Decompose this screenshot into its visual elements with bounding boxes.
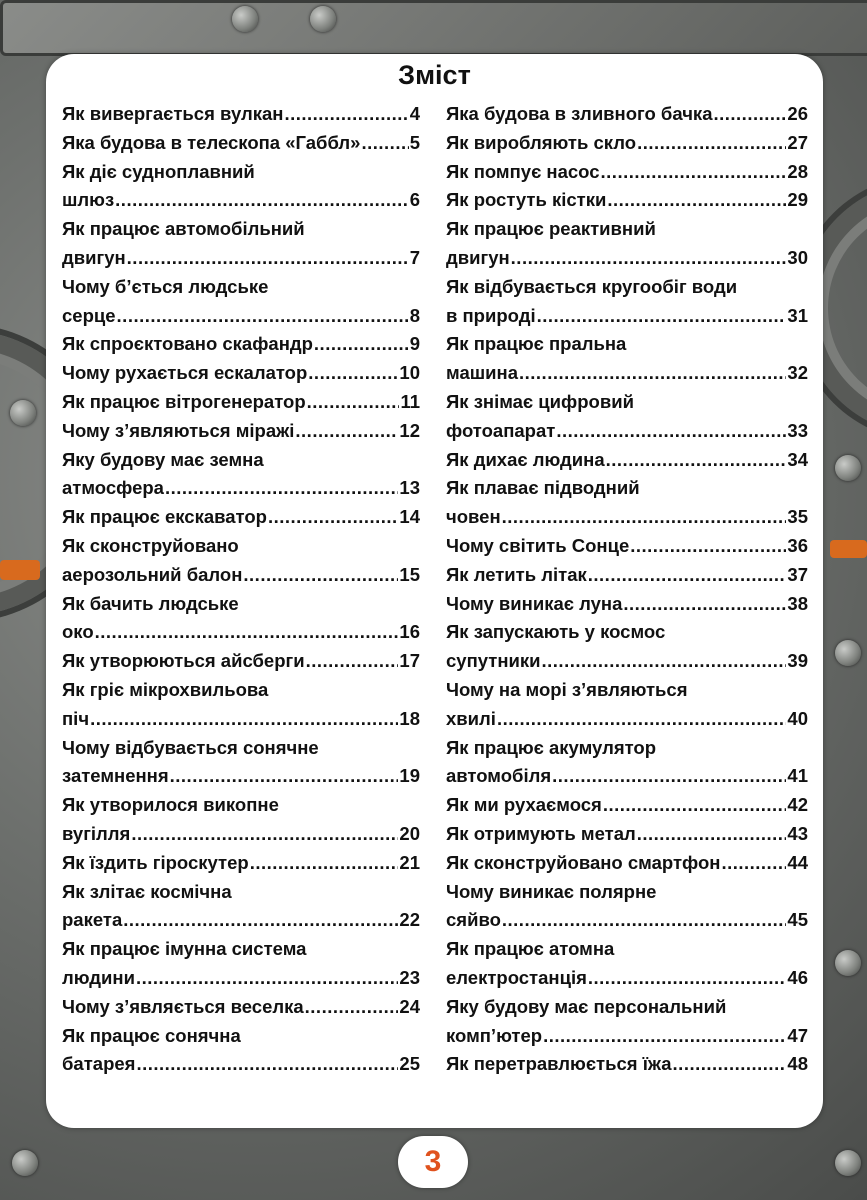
toc-entry [446,158,808,187]
toc-entry-title: Як виробляють скло [446,131,637,153]
toc-entry-row [62,618,420,647]
dot-leader [361,129,408,158]
toc-entry [446,215,808,273]
toc-entry-page: 35 [787,506,808,528]
toc-entry-title: Як летить літак [446,563,587,585]
toc-entry-row [446,359,808,388]
toc-entry-page: 17 [399,650,420,672]
dot-leader [295,417,398,446]
toc-entry [446,129,808,158]
toc-entry-page: 42 [787,794,808,816]
toc-entry-title: серце [62,304,116,326]
toc-entry-title: Чому виникає луна [446,592,623,614]
dot-leader [165,474,398,503]
dot-leader [306,647,399,676]
dot-leader [543,1022,786,1051]
dot-leader [588,964,787,993]
toc-entry-row [62,503,420,532]
dot-leader [556,417,786,446]
toc-entry [62,849,420,878]
dot-leader [552,762,786,791]
toc-entry-page: 25 [399,1053,420,1075]
toc-entry-row [446,158,808,187]
toc-entry-title: Як утворюються айсберги [62,650,305,672]
dot-leader [606,446,787,475]
toc-entry-title-line: Як діє судноплавний [62,160,255,182]
toc-entry-page: 5 [409,131,420,153]
toc-entry-row [446,302,808,331]
toc-entry-page: 8 [409,304,420,326]
toc-entry [62,503,420,532]
toc-entry-title: око [62,621,94,643]
bolt-icon [835,950,861,976]
dot-leader [519,359,786,388]
toc-entry-row [62,906,420,935]
toc-entry-row [62,330,420,359]
toc-entry-title-line: Яку будову має земна [62,448,264,470]
toc-entry-page: 47 [787,1024,808,1046]
toc-entry-row [446,446,808,475]
toc-entry-title: Як їздить гіроскутер [62,851,249,873]
toc-entry-title-line: Чому виникає полярне [446,880,657,902]
toc-entry-row [446,561,808,590]
dot-leader [95,618,399,647]
toc-entry-title: електростанція [446,966,587,988]
toc-entry [62,388,420,417]
toc-entry-title-line: Як працює реактивний [446,218,656,240]
dot-leader [721,849,786,878]
toc-entry-page: 12 [399,419,420,441]
toc-entry-title-line: Як працює пральна [446,333,627,355]
toc-entry-title: двигун [446,246,510,268]
toc-entry-title-line: Як працює автомобільний [62,218,305,240]
bolt-icon [835,1150,861,1176]
toc-entry-row [446,791,808,820]
toc-entry [62,359,420,388]
dot-leader [268,503,398,532]
dot-leader [713,100,786,129]
toc-entry [446,849,808,878]
bolt-icon [835,455,861,481]
toc-entry-page: 34 [787,448,808,470]
toc-entry-page: 43 [787,822,808,844]
toc-entry [446,330,808,388]
toc-entry-row [62,705,420,734]
dot-leader [673,1050,787,1079]
toc-entry [62,791,420,849]
toc-entry-title-line: Як злітає космічна [62,880,232,902]
toc-entry-title-line: Як запускають у космос [446,621,666,643]
dot-leader [637,129,786,158]
toc-entry [446,618,808,676]
toc-entry-title-line: Як працює імунна система [62,938,307,960]
toc-entry-title: шлюз [62,189,115,211]
dot-leader [314,330,409,359]
dot-leader [623,590,786,619]
toc-entry [446,273,808,331]
dot-leader [603,791,787,820]
dot-leader [307,388,400,417]
toc-entry-title-line: Як бачить людське [62,592,239,614]
toc-entry [446,1050,808,1079]
dot-leader [502,906,787,935]
toc-entry-page: 39 [787,650,808,672]
toc-entry-row [446,762,808,791]
toc-entry-page: 36 [787,534,808,556]
toc-entry-page: 33 [787,419,808,441]
toc-entry-page: 22 [399,909,420,931]
toc-entry-title-line: Як гріє мікрохвильова [62,678,269,700]
toc-entry-row [446,1022,808,1051]
dot-leader [637,820,787,849]
toc-entry-title-line: Як знімає цифровий [446,390,634,412]
dot-leader [136,1050,398,1079]
contents-column-left [62,100,420,1079]
bolt-icon [835,640,861,666]
toc-entry [62,100,420,129]
dot-leader [284,100,408,129]
toc-entry-title: Чому рухається ескалатор [62,362,308,384]
toc-entry-row [62,302,420,331]
bolt-icon [232,6,258,32]
toc-entry-row [62,417,420,446]
toc-entry [62,1022,420,1080]
toc-entry-page: 28 [787,160,808,182]
toc-entry [62,158,420,216]
toc-entry-row [62,820,420,849]
dot-leader [542,647,787,676]
toc-entry-title: Чому з’являються міражі [62,419,295,441]
toc-entry-title: в природі [446,304,536,326]
toc-entry-title: вугілля [62,822,131,844]
toc-entry-row [446,964,808,993]
toc-entry-page: 24 [399,995,420,1017]
dot-leader [90,705,398,734]
toc-entry-row [446,244,808,273]
dot-leader [243,561,398,590]
toc-entry-page: 14 [399,506,420,528]
toc-entry [62,273,420,331]
contents-column-right [446,100,808,1079]
dot-leader [630,532,786,561]
toc-entry [446,100,808,129]
toc-entry [62,129,420,158]
toc-entry-page: 18 [399,707,420,729]
toc-entry-row [62,129,420,158]
toc-entry-title: Як вивергається вулкан [62,103,284,124]
toc-entry-row [62,100,420,129]
toc-entry-row [446,100,808,129]
dot-leader [136,964,398,993]
dot-leader [497,705,786,734]
toc-entry-page: 13 [399,477,420,499]
toc-entry-row [62,647,420,676]
toc-entry-title: Чому світить Сонце [446,534,630,556]
toc-entry-title: Як дихає людина [446,448,605,470]
toc-entry-title: Яка будова в телескопа «Габбл» [62,131,361,153]
toc-entry [62,532,420,590]
toc-entry-page: 48 [787,1053,808,1075]
dot-leader [131,820,398,849]
toc-entry-title-line: Чому відбувається сонячне [62,736,319,758]
toc-entry-title: Як працює екскаватор [62,506,267,528]
toc-entry-row [446,503,808,532]
toc-entry-title: Як перетравлюється їжа [446,1053,672,1075]
toc-entry-row [62,993,420,1022]
dot-leader [170,762,399,791]
toc-entry-row [446,532,808,561]
toc-entry [62,417,420,446]
dot-leader [123,906,398,935]
dot-leader [250,849,399,878]
toc-entry-row [446,186,808,215]
toc-entry-title-line: Як працює акумулятор [446,736,657,758]
toc-entry-title-line: Як відбувається кругообіг води [446,275,738,297]
toc-entry-page: 4 [409,103,420,124]
toc-entry-row [62,244,420,273]
toc-entry-page: 16 [399,621,420,643]
toc-entry-page: 26 [787,103,808,124]
toc-entry-row [446,906,808,935]
toc-entry-row [446,647,808,676]
orange-accent-left [0,560,40,580]
toc-entry-title: аерозольний балон [62,563,243,585]
toc-entry-title: комп’ютер [446,1024,543,1046]
toc-entry-title: фотоапарат [446,419,556,441]
toc-entry-title: човен [446,506,501,528]
toc-entry [62,993,420,1022]
toc-entry [62,647,420,676]
toc-entry-page: 31 [787,304,808,326]
toc-entry [446,590,808,619]
toc-entry-title: затемнення [62,765,169,787]
dot-leader [117,302,409,331]
toc-entry-title-line: Чому б’ється людське [62,275,269,297]
toc-entry [446,474,808,532]
toc-entry-row [62,388,420,417]
toc-entry-title: Як отримують метал [446,822,636,844]
toc-entry-page: 41 [787,765,808,787]
dot-leader [308,359,398,388]
toc-entry-page: 30 [787,246,808,268]
toc-entry [62,935,420,993]
toc-entry-row [62,561,420,590]
toc-entry-row [62,762,420,791]
toc-entry-page: 7 [409,246,420,268]
toc-entry-title: Яка будова в зливного бачка [446,103,713,124]
toc-entry [446,561,808,590]
dot-leader [607,186,786,215]
toc-entry-page: 21 [399,851,420,873]
toc-entry-title: Як помпує насос [446,160,600,182]
toc-entry [62,330,420,359]
toc-entry-row [62,964,420,993]
dot-leader [115,186,409,215]
toc-entry-page: 11 [400,390,420,412]
toc-entry-title-line: Як утворилося викопне [62,794,279,816]
toc-entry-page: 23 [399,966,420,988]
toc-entry [446,186,808,215]
bolt-icon [310,6,336,32]
toc-entry-row [62,849,420,878]
toc-entry-title: Як ростуть кістки [446,189,607,211]
toc-entry [62,446,420,504]
toc-entry [62,215,420,273]
toc-entry [446,388,808,446]
toc-entry-page: 10 [399,362,420,384]
toc-entry-page: 19 [399,765,420,787]
toc-entry [62,734,420,792]
toc-entry-page: 44 [787,851,808,873]
dot-leader [305,993,399,1022]
toc-entry-row [446,1050,808,1079]
toc-entry-page: 32 [787,362,808,384]
toc-entry-page: 15 [399,563,420,585]
dot-leader [588,561,787,590]
toc-entry-title: атмосфера [62,477,164,499]
toc-entry-row [446,417,808,446]
toc-entry-title: ракета [62,909,123,931]
toc-entry [446,820,808,849]
toc-entry-title: сяйво [446,909,501,931]
toc-entry-title-line: Яку будову має персональний [446,995,727,1017]
toc-entry-page: 20 [399,822,420,844]
toc-entry [446,878,808,936]
toc-entry-title-line: Як працює сонячна [62,1024,241,1046]
dot-leader [502,503,787,532]
toc-entry [446,734,808,792]
toc-entry-page: 29 [787,189,808,211]
toc-entry-page: 46 [787,966,808,988]
dot-leader [511,244,787,273]
toc-entry-row [446,590,808,619]
toc-entry-row [62,474,420,503]
toc-entry-title: Як працює вітрогенератор [62,390,306,412]
contents-card [46,54,823,1128]
toc-entry-row [62,359,420,388]
toc-entry-row [446,820,808,849]
toc-entry-title: Чому з’являється веселка [62,995,304,1017]
toc-entry-title: батарея [62,1053,136,1075]
toc-entry-title-line: Як плаває підводний [446,477,640,499]
toc-entry-title: двигун [62,246,126,268]
dot-leader [537,302,787,331]
toc-entry-page: 27 [787,131,808,153]
toc-entry-title-line: Як працює атомна [446,938,615,960]
page-title: Зміст [398,60,471,90]
toc-entry [446,993,808,1051]
toc-entry-title: автомобіля [446,765,552,787]
bolt-icon [10,400,36,426]
toc-entry-title: Як спроєктовано скафандр [62,333,313,355]
toc-entry-page: 38 [787,592,808,614]
toc-entry [446,791,808,820]
orange-accent-right [830,540,867,558]
page-number: 3 [398,1136,468,1188]
toc-entry-title-line: Чому на морі з’являються [446,678,688,700]
toc-entry-row [446,129,808,158]
toc-entry-title: супутники [446,650,541,672]
bolt-icon [12,1150,38,1176]
toc-entry-title: машина [446,362,518,384]
toc-entry-title: людини [62,966,135,988]
toc-entry [62,676,420,734]
toc-entry-page: 45 [787,909,808,931]
toc-entry-row [62,1050,420,1079]
background-panel-top [0,0,867,56]
toc-entry-row [62,186,420,215]
dot-leader [601,158,787,187]
toc-entry [446,532,808,561]
toc-entry [446,935,808,993]
toc-entry-page: 9 [409,333,420,355]
toc-entry-title: хвилі [446,707,496,729]
toc-entry-title: піч [62,707,90,729]
dot-leader [127,244,409,273]
toc-entry [62,878,420,936]
toc-entry [446,676,808,734]
toc-entry [62,590,420,648]
toc-entry-row [446,705,808,734]
toc-entry-title: Як ми рухаємося [446,794,602,816]
toc-entry-title-line: Як сконструйовано [62,534,239,556]
toc-entry-row [446,849,808,878]
toc-entry-page: 37 [787,563,808,585]
toc-entry-page: 40 [787,707,808,729]
toc-entry-page: 6 [409,189,420,211]
toc-entry [446,446,808,475]
toc-entry-title: Як сконструйовано смартфон [446,851,721,873]
